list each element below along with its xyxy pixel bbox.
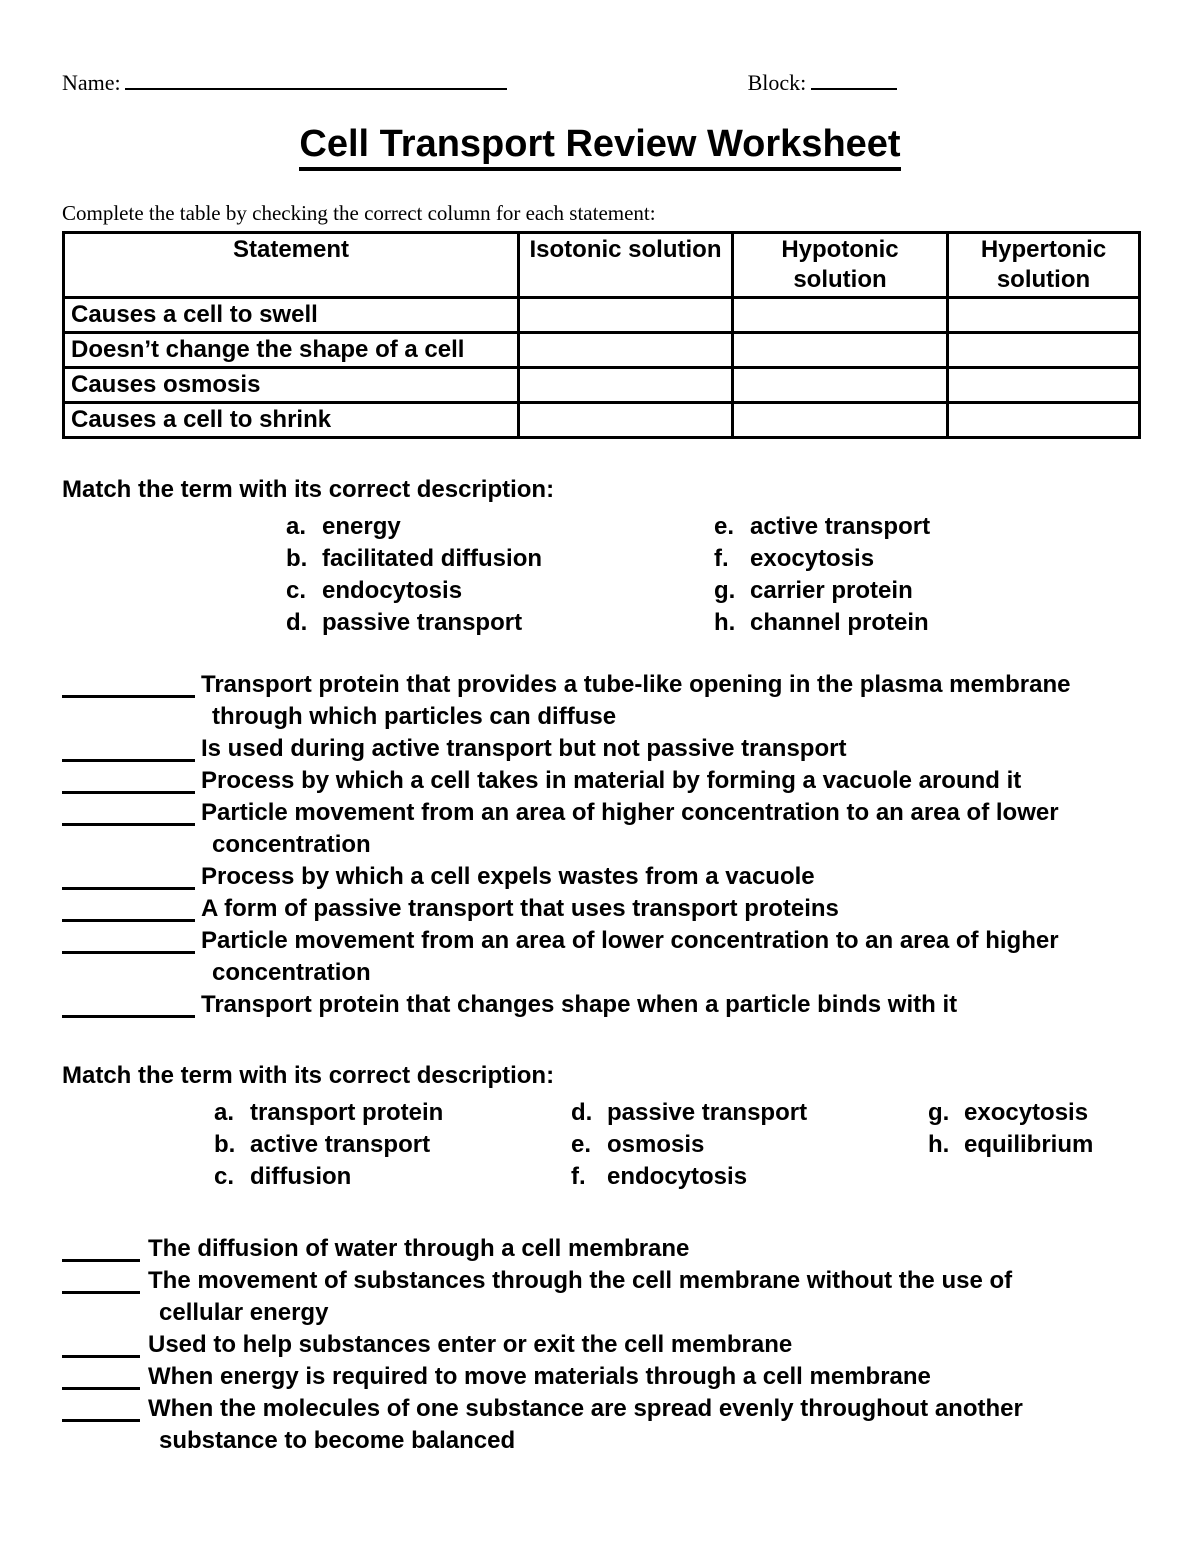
term-letter: h. xyxy=(714,609,736,636)
match2-heading: Match the term with its correct description: xyxy=(62,1062,555,1089)
col-header-hypertonic: Hypertonic solution xyxy=(948,233,1140,298)
answer-blank[interactable] xyxy=(62,1233,140,1262)
statement-text: The diffusion of water through a cell membrane xyxy=(148,1235,690,1262)
checkbox-cell-shrink-hypotonic[interactable] xyxy=(733,403,948,438)
match2-terms-col2 xyxy=(571,1097,928,1193)
answer-blank[interactable] xyxy=(62,669,195,698)
statement-row xyxy=(62,1329,1138,1361)
term-item-c xyxy=(214,1161,571,1193)
tonicity-table xyxy=(62,231,1141,439)
term-letter: c. xyxy=(286,577,307,604)
block-blank-line[interactable] xyxy=(811,88,897,90)
table-header-row xyxy=(64,233,1140,298)
answer-blank[interactable] xyxy=(62,765,195,794)
answer-blank[interactable] xyxy=(62,989,195,1018)
term-text: exocytosis xyxy=(964,1099,1089,1126)
statement-row xyxy=(62,765,1138,797)
term-letter: f. xyxy=(714,545,729,572)
checkbox-cell-swell-hypotonic[interactable] xyxy=(733,298,948,333)
checkbox-cell-osmosis-hypotonic[interactable] xyxy=(733,368,948,403)
checkbox-cell-noshape-hypertonic[interactable] xyxy=(948,333,1140,368)
block-label: Block: xyxy=(747,70,807,95)
match1-heading: Match the term with its correct description: xyxy=(62,476,555,503)
checkbox-cell-swell-isotonic[interactable] xyxy=(519,298,733,333)
answer-blank[interactable] xyxy=(62,733,195,762)
match2-statements xyxy=(62,1233,1138,1457)
statement-text: Process by which a cell expels wastes from a vacuole xyxy=(201,863,815,890)
statement-text: Transport protein that changes shape when a particle binds with it xyxy=(201,991,958,1018)
term-item-g xyxy=(928,1097,1093,1129)
statement-row xyxy=(62,669,1138,733)
statement-text: A form of passive transport that uses transport proteins xyxy=(201,895,839,922)
row-statement: Causes a cell to swell xyxy=(64,298,519,333)
statement-text: When the molecules of one substance are spread evenly throughout another substance to become balanced xyxy=(148,1395,1023,1454)
term-text: active transport xyxy=(750,513,931,540)
term-letter: a. xyxy=(214,1099,235,1126)
table-row xyxy=(64,368,1140,403)
answer-blank[interactable] xyxy=(62,925,195,954)
term-text: endocytosis xyxy=(607,1163,748,1190)
term-letter: b. xyxy=(214,1131,236,1158)
match1-terms-left xyxy=(286,511,714,639)
statement-text: Is used during active transport but not passive transport xyxy=(201,735,847,762)
term-item-b xyxy=(214,1129,571,1161)
term-text: passive transport xyxy=(607,1099,808,1126)
name-blank-line[interactable] xyxy=(125,88,507,90)
term-item-a xyxy=(286,511,714,543)
answer-blank[interactable] xyxy=(62,893,195,922)
term-item-h xyxy=(714,607,930,639)
statement-row xyxy=(62,861,1138,893)
answer-blank[interactable] xyxy=(62,1329,140,1358)
answer-blank[interactable] xyxy=(62,1265,140,1294)
term-text: osmosis xyxy=(607,1131,705,1158)
term-item-e xyxy=(714,511,930,543)
match2-terms xyxy=(62,1097,1138,1193)
term-item-d xyxy=(286,607,714,639)
term-item-f xyxy=(714,543,930,575)
match1-terms xyxy=(62,511,1138,639)
answer-blank[interactable] xyxy=(62,1361,140,1390)
term-letter: g. xyxy=(928,1099,950,1126)
page-title: Cell Transport Review Worksheet xyxy=(299,123,900,171)
term-item-a xyxy=(214,1097,571,1129)
term-text: passive transport xyxy=(322,609,523,636)
term-text: equilibrium xyxy=(964,1131,1094,1158)
term-text: carrier protein xyxy=(750,577,913,604)
term-item-g xyxy=(714,575,930,607)
term-letter: f. xyxy=(571,1163,586,1190)
statement-row xyxy=(62,733,1138,765)
row-statement: Doesn’t change the shape of a cell xyxy=(64,333,519,368)
term-letter: g. xyxy=(714,577,736,604)
match2-terms-col3 xyxy=(928,1097,1093,1193)
statement-text: Used to help substances enter or exit the cell membrane xyxy=(148,1331,793,1358)
term-text: channel protein xyxy=(750,609,929,636)
statement-row xyxy=(62,989,1138,1021)
term-letter: d. xyxy=(286,609,308,636)
term-item-b xyxy=(286,543,714,575)
statement-row xyxy=(62,1393,1138,1457)
term-letter: h. xyxy=(928,1131,950,1158)
checkbox-cell-shrink-isotonic[interactable] xyxy=(519,403,733,438)
checkbox-cell-noshape-isotonic[interactable] xyxy=(519,333,733,368)
row-statement: Causes osmosis xyxy=(64,368,519,403)
statement-row xyxy=(62,1265,1138,1329)
name-label: Name: xyxy=(62,70,121,95)
term-letter: c. xyxy=(214,1163,235,1190)
name-block-row xyxy=(62,70,1138,99)
match2-terms-col1 xyxy=(214,1097,571,1193)
checkbox-cell-osmosis-hypertonic[interactable] xyxy=(948,368,1140,403)
checkbox-cell-swell-hypertonic[interactable] xyxy=(948,298,1140,333)
term-letter: d. xyxy=(571,1099,593,1126)
statement-row xyxy=(62,925,1138,989)
term-letter: e. xyxy=(571,1131,592,1158)
term-text: diffusion xyxy=(250,1163,352,1190)
statement-text: Particle movement from an area of higher concentration to an area of lower concentration xyxy=(201,799,1059,858)
match1-statements xyxy=(62,669,1138,1021)
table-row xyxy=(64,403,1140,438)
answer-blank[interactable] xyxy=(62,861,195,890)
term-item-e xyxy=(571,1129,928,1161)
answer-blank[interactable] xyxy=(62,1393,140,1422)
statement-row xyxy=(62,893,1138,925)
row-statement: Causes a cell to shrink xyxy=(64,403,519,438)
statement-row xyxy=(62,797,1138,861)
term-text: endocytosis xyxy=(322,577,463,604)
table-row xyxy=(64,333,1140,368)
title-wrap xyxy=(62,123,1138,171)
statement-text: Particle movement from an area of lower concentration to an area of higher concentration xyxy=(201,927,1059,986)
term-letter: b. xyxy=(286,545,308,572)
answer-blank[interactable] xyxy=(62,797,195,826)
checkbox-cell-shrink-hypertonic[interactable] xyxy=(948,403,1140,438)
term-text: transport protein xyxy=(250,1099,444,1126)
col-header-hypotonic: Hypotonic solution xyxy=(733,233,948,298)
term-text: active transport xyxy=(250,1131,431,1158)
statement-text: When energy is required to move materials through a cell membrane xyxy=(148,1363,931,1390)
statement-row xyxy=(62,1361,1138,1393)
term-item-c xyxy=(286,575,714,607)
statement-text: Transport protein that provides a tube-like opening in the plasma membrane through which particles can diffuse xyxy=(201,671,1071,730)
statement-text: The movement of substances through the cell membrane without the use of cellular energy xyxy=(148,1267,1013,1326)
table-row xyxy=(64,298,1140,333)
col-header-isotonic: Isotonic solution xyxy=(519,233,733,298)
checkbox-cell-noshape-hypotonic[interactable] xyxy=(733,333,948,368)
term-letter: e. xyxy=(714,513,735,540)
match1-terms-right xyxy=(714,511,930,639)
term-item-d xyxy=(571,1097,928,1129)
checkbox-cell-osmosis-isotonic[interactable] xyxy=(519,368,733,403)
term-text: energy xyxy=(322,513,401,540)
term-text: facilitated diffusion xyxy=(322,545,543,572)
statement-row xyxy=(62,1233,1138,1265)
term-letter: a. xyxy=(286,513,307,540)
table-instructions: Complete the table by checking the correct column for each statement: xyxy=(62,201,656,225)
col-header-statement: Statement xyxy=(64,233,519,298)
term-text: exocytosis xyxy=(750,545,875,572)
statement-text: Process by which a cell takes in material by forming a vacuole around it xyxy=(201,767,1022,794)
term-item-h xyxy=(928,1129,1093,1161)
term-item-f xyxy=(571,1161,928,1193)
